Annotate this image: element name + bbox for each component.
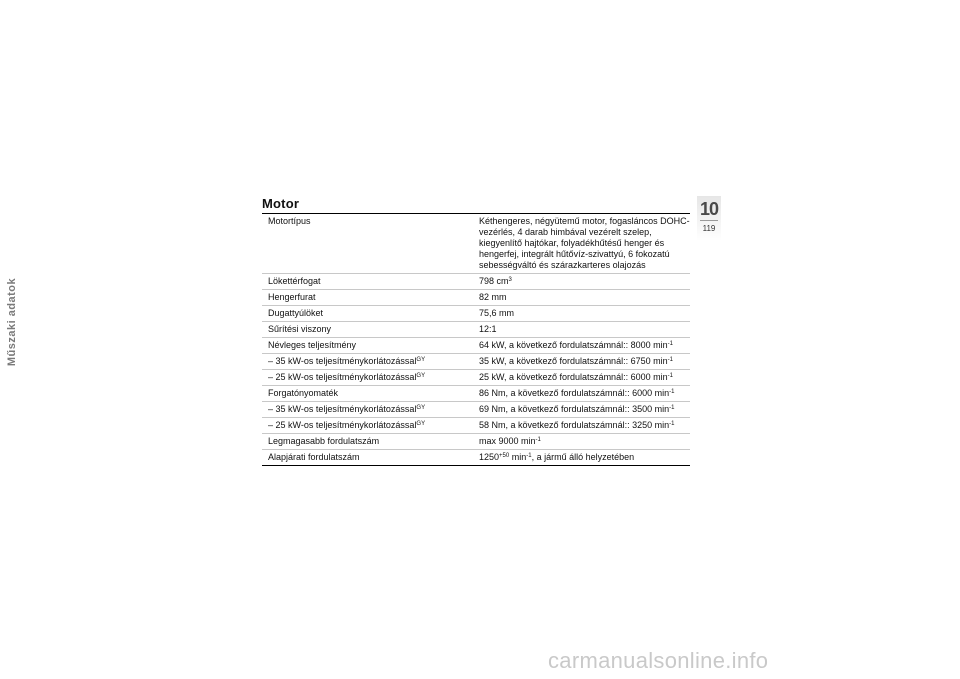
table-row bbox=[262, 290, 690, 306]
table-row bbox=[262, 370, 690, 386]
chapter-vertical-label: Műszaki adatok bbox=[6, 277, 18, 367]
section-title: Motor bbox=[262, 196, 300, 211]
table-row bbox=[262, 322, 690, 338]
spec-value: $1250^{+50}$ $\min^{-1}$, a jármű álló helyzetében bbox=[479, 452, 635, 462]
table-row bbox=[262, 354, 690, 370]
spec-label: Hengerfurat bbox=[268, 292, 316, 302]
chapter-box bbox=[697, 196, 721, 241]
spec-value: Kéthengeres, négyütemű motor, fogasláncos DOHC-vezérlés, 4 darab himbával vezérelt szelep, kiegyenlítő hajtókar, folyadékhűtésű henger és hengerfej, integrált hűtővíz-szivattyú, 6 fokozatú sebességváltó és szárazkarteres olajozás bbox=[479, 216, 690, 270]
table-row bbox=[262, 434, 690, 450]
spec-value: 58 Nm, a következő fordulatszámnál:: 3250 $\min^{-1}$ bbox=[479, 420, 675, 430]
spec-label: Motortípus bbox=[268, 216, 311, 226]
spec-label: Legmagasabb fordulatszám bbox=[268, 436, 380, 446]
table-row bbox=[262, 418, 690, 434]
motor-spec-table bbox=[262, 213, 690, 466]
spec-label: Névleges teljesítmény bbox=[268, 340, 357, 350]
spec-value: 64 kW, a következő fordulatszámnál:: 8000 $\min^{-1}$ bbox=[479, 340, 673, 350]
watermark: carmanualsonline.info bbox=[548, 648, 769, 673]
spec-value: 798 $cm^3$ bbox=[479, 276, 512, 286]
table-row bbox=[262, 274, 690, 290]
spec-value: 86 Nm, a következő fordulatszámnál:: 6000 $\min^{-1}$ bbox=[479, 388, 675, 398]
table-row bbox=[262, 450, 690, 465]
spec-label: Dugattyúlöket bbox=[268, 308, 324, 318]
table-row bbox=[262, 338, 690, 354]
spec-label: – 35 kW-os teljesítménykorlátozással$^{GY}$ bbox=[268, 404, 426, 414]
spec-label: Sűrítési viszony bbox=[268, 324, 332, 334]
chapter-divider bbox=[700, 220, 718, 221]
table-row bbox=[262, 402, 690, 418]
spec-value: 35 kW, a következő fordulatszámnál:: 6750 $\min^{-1}$ bbox=[479, 356, 673, 366]
spec-label: Lökettérfogat bbox=[268, 276, 321, 286]
page-number: 119 bbox=[702, 224, 716, 233]
spec-label: – 25 kW-os teljesítménykorlátozással$^{GY}$ bbox=[268, 420, 426, 430]
table-row bbox=[262, 386, 690, 402]
spec-value: max 9000 $\min^{-1}$ bbox=[479, 436, 541, 446]
spec-label: Forgatónyomaték bbox=[268, 388, 339, 398]
chapter-tab bbox=[697, 196, 721, 369]
spec-value: 69 Nm, a következő fordulatszámnál:: 3500 $\min^{-1}$ bbox=[479, 404, 675, 414]
spec-label: – 35 kW-os teljesítménykorlátozással$^{GY}$ bbox=[268, 356, 426, 366]
spec-label: Alapjárati fordulatszám bbox=[268, 452, 360, 462]
spec-label: – 25 kW-os teljesítménykorlátozással$^{GY}$ bbox=[268, 372, 426, 382]
spec-value: 12:1 bbox=[479, 324, 497, 334]
spec-value: 25 kW, a következő fordulatszámnál:: 6000 $\min^{-1}$ bbox=[479, 372, 673, 382]
spec-value: 75,6 mm bbox=[479, 308, 515, 318]
table-row bbox=[262, 306, 690, 322]
spec-value: 82 mm bbox=[479, 292, 507, 302]
table-row bbox=[262, 214, 690, 274]
chapter-number: 10 bbox=[699, 199, 719, 219]
